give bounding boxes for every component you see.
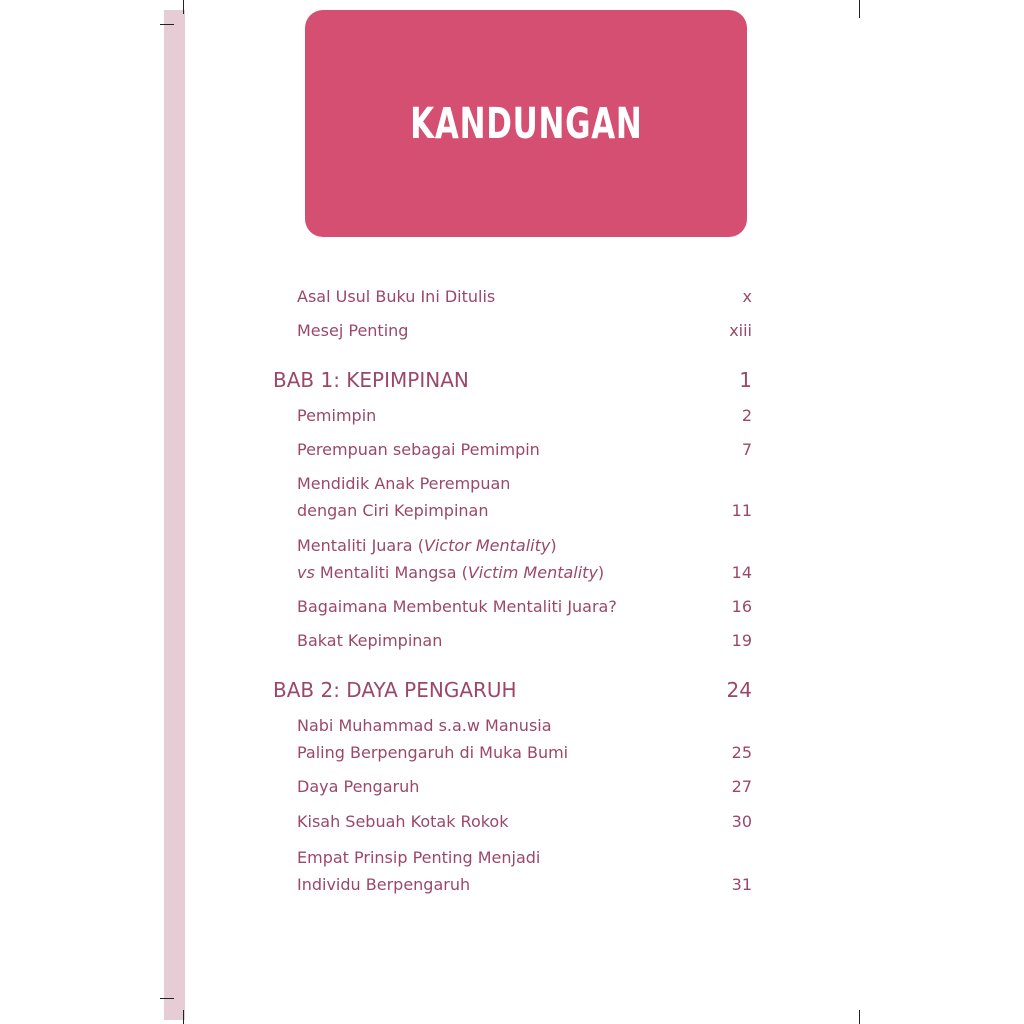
chapter-title: BAB 2: DAYA PENGARUH [273,678,517,702]
toc-entry-page: x [742,287,752,306]
chapter-heading [273,677,752,703]
toc-entry-title-line2: Paling Berpengaruh di Muka Bumi [297,743,569,762]
toc-entry [297,844,752,898]
toc-entry-title-line2: dengan Ciri Kepimpinan [297,501,489,520]
toc-entry-title-line1: Mendidik Anak Perempuan [297,474,511,493]
toc-entry-title: Mesej Penting [297,321,409,340]
toc-entry-title-line1: Nabi Muhammad s.a.w Manusia [297,716,552,735]
toc-entry-page: 2 [741,406,752,425]
toc-entry-page: 27 [731,777,752,796]
chapter-title: BAB 1: KEPIMPINAN [273,368,469,392]
chapter-page: 1 [739,368,752,392]
toc-entry-title: Pemimpin [297,406,377,425]
toc-entry-title: Kisah Sebuah Kotak Rokok [297,812,509,831]
toc-entry [297,436,752,463]
toc-entry [297,532,752,586]
chapter-heading [273,367,752,393]
toc-entry-page: 19 [731,631,752,650]
toc-entry [297,627,752,654]
page-title: KANDUNGAN [409,98,643,149]
toc-entry-page: 31 [731,875,752,894]
toc-entry-page: 14 [731,563,752,582]
toc-entry [297,808,752,835]
toc-entry-title: Asal Usul Buku Ini Ditulis [297,287,496,306]
toc-entry-page: 25 [731,743,752,762]
toc-entry [297,773,752,800]
toc-entry-page: xiii [729,321,752,340]
toc-entry-title: Bagaimana Membentuk Mentaliti Juara? [297,597,617,616]
toc-entry [297,470,752,524]
toc-entry [297,712,752,766]
toc-entry [297,593,752,620]
toc-entry-title: Perempuan sebagai Pemimpin [297,440,540,459]
toc-entry [297,402,752,429]
toc-entry-page: 30 [731,812,752,831]
toc-entry [297,283,752,310]
toc-entry-title-line1: Empat Prinsip Penting Menjadi [297,848,541,867]
toc-entry-title-line2: Individu Berpengaruh [297,875,471,894]
chapter-page: 24 [726,678,752,702]
toc-entry-page: 7 [741,440,752,459]
toc-entry-page: 11 [731,501,752,520]
toc-entry-title: Bakat Kepimpinan [297,631,443,650]
toc-entry-page: 16 [731,597,752,616]
toc-entry-title-line2: vs Mentaliti Mangsa (Victim Mentality) [297,563,605,582]
toc-entry-title-line1: Mentaliti Juara (Victor Mentality) [297,536,557,555]
toc-entry-title: Daya Pengaruh [297,777,420,796]
toc-entry [297,317,752,344]
